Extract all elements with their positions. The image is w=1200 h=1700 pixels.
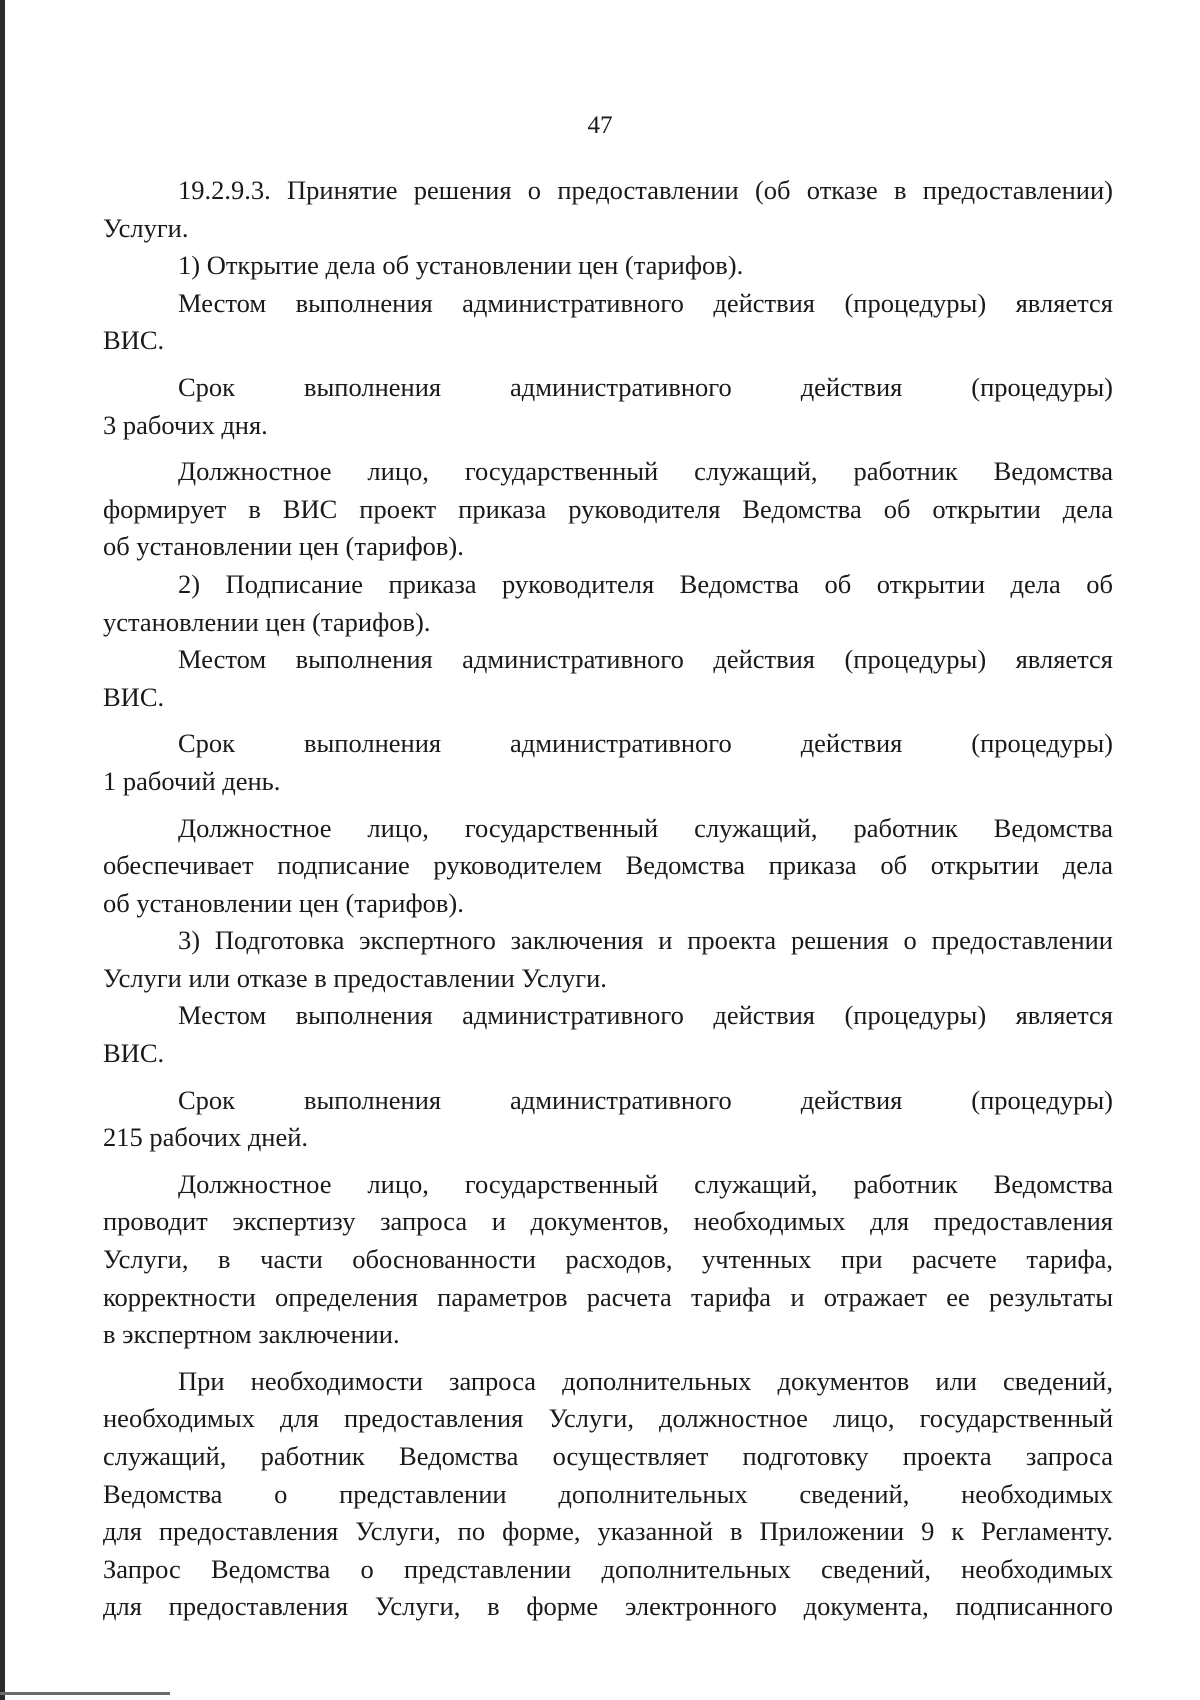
text-line: ВИС.: [103, 325, 165, 356]
text-line: служащий, работник Ведомства осуществляет подготовку проекта запроса: [103, 1441, 1113, 1471]
text-line: Местом выполнения административного действия (процедуры) является: [178, 287, 1113, 318]
text-line: Срок выполнения административного действия (процедуры): [178, 728, 1113, 759]
text-line: Запрос Ведомства о представлении дополнительных сведений, необходимых: [103, 1553, 1113, 1584]
text-line: 2) Подписание приказа руководителя Ведомства об открытии дела об: [178, 568, 1113, 599]
text-line: Должностное лицо, государственный служащий, работник Ведомства: [178, 812, 1113, 843]
text-line: 1 рабочий день.: [103, 765, 281, 796]
text-line: об установлении цен (тарифов).: [103, 887, 464, 918]
text-line: установлении цен (тарифов).: [103, 606, 431, 637]
text-line: формирует в ВИС проект приказа руководителя Ведомства об открытии дела: [103, 493, 1113, 524]
text-line: Услуги.: [103, 212, 189, 243]
text-line: Услуги, в части обоснованности расходов, учтенных при расчете тарифа,: [103, 1244, 1113, 1275]
text-line: необходимых для предоставления Услуги, должностное лицо, государственный: [103, 1403, 1113, 1434]
text-line: 3) Подготовка экспертного заключения и проекта решения о предоставлении: [178, 925, 1113, 956]
text-line: для предоставления Услуги, в форме электронного документа, подписанного: [103, 1591, 1113, 1622]
text-line: Местом выполнения административного действия (процедуры) является: [178, 644, 1113, 675]
scan-bottom-mark: [0, 1692, 170, 1695]
text-line: 215 рабочих дней.: [103, 1122, 309, 1153]
text-line: Ведомства о представлении дополнительных сведений, необходимых: [103, 1478, 1113, 1509]
document-body: [103, 172, 1113, 1626]
text-line: 1) Открытие дела об установлении цен (тарифов).: [178, 250, 744, 281]
text-line: в экспертном заключении.: [103, 1319, 400, 1350]
text-line: проводит экспертизу запроса и документов, необходимых для предоставления: [103, 1206, 1113, 1237]
text-line: 19.2.9.3. Принятие решения о предоставлении (об отказе в предоставлении): [178, 175, 1113, 205]
text-line: При необходимости запроса дополнительных документов или сведений,: [178, 1365, 1113, 1396]
text-line: Местом выполнения административного действия (процедуры) является: [178, 1000, 1113, 1031]
text-line: Срок выполнения административного действия (процедуры): [178, 1084, 1113, 1115]
text-line: Срок выполнения административного действия (процедуры): [178, 371, 1113, 402]
page-number: 47: [587, 112, 613, 139]
text-line: для предоставления Услуги, по форме, указанной в Приложении 9 к Регламенту.: [103, 1516, 1113, 1547]
text-line: об установлении цен (тарифов).: [103, 531, 464, 562]
text-line: обеспечивает подписание руководителем Ведомства приказа об открытии дела: [103, 850, 1113, 881]
text-line: Должностное лицо, государственный служащий, работник Ведомства: [178, 1168, 1113, 1199]
text-line: ВИС.: [103, 1038, 165, 1069]
text-line: Услуги или отказе в предоставлении Услуги.: [103, 962, 607, 993]
text-line: Должностное лицо, государственный служащий, работник Ведомства: [178, 456, 1113, 487]
scan-left-edge: [0, 0, 5, 1700]
text-line: корректности определения параметров расчета тарифа и отражает ее результаты: [103, 1281, 1113, 1312]
text-line: ВИС.: [103, 681, 165, 712]
text-line: 3 рабочих дня.: [103, 409, 268, 440]
